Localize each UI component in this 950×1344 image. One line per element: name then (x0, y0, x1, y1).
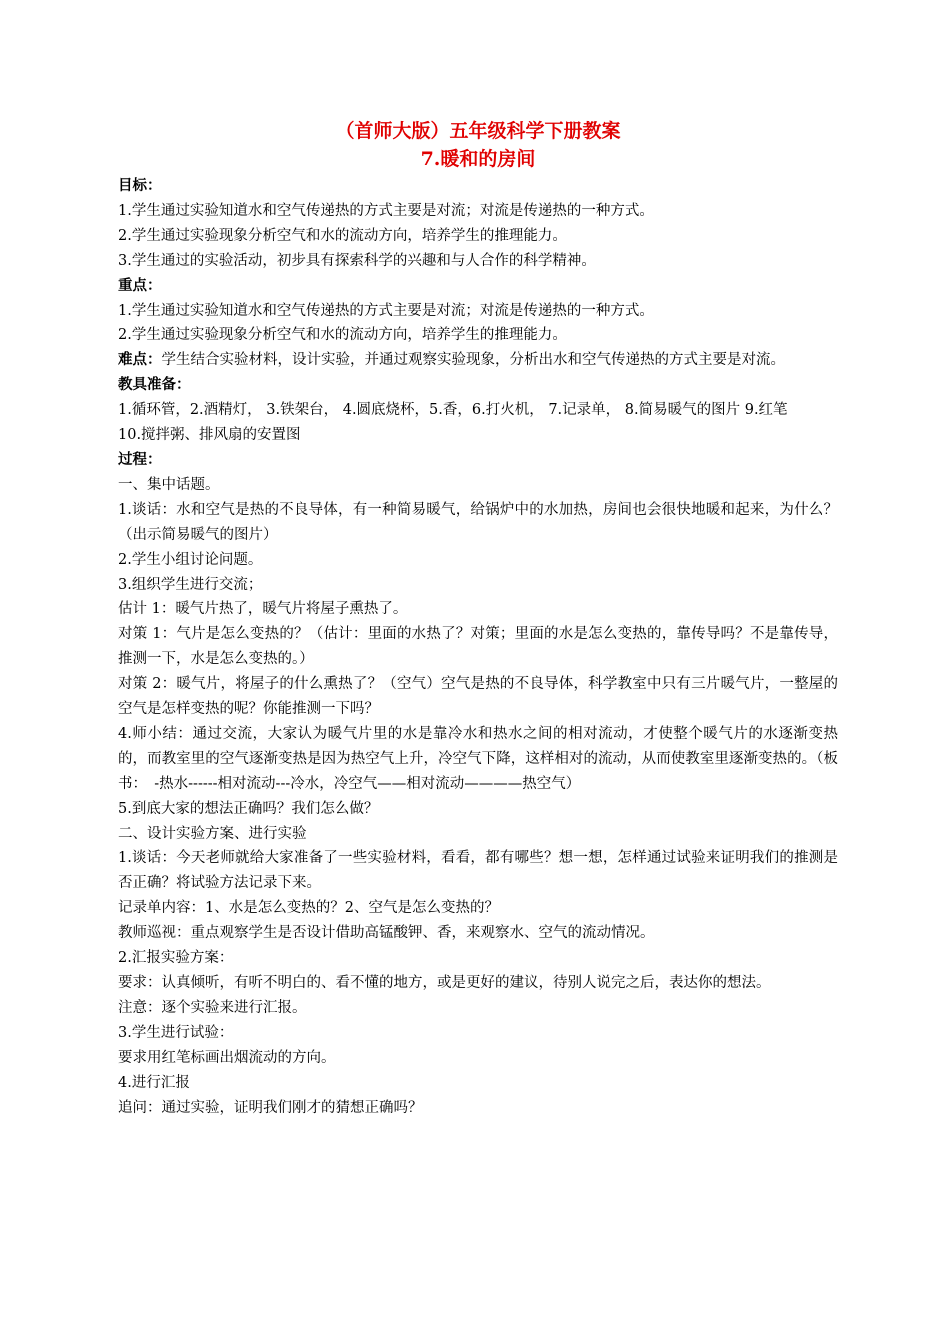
tools-item: 10.搅拌粥、排风扇的安置图 (118, 427, 301, 444)
document-page (118, 118, 838, 1120)
tools-heading: 教具准备： (118, 376, 191, 394)
tools-item: 1.循环管，2.酒精灯， 3.铁架台， 4.圆底烧杯，5.香，6.打火机， 7.记录单， 8.简易暖气的图片 9.红笔 (118, 402, 788, 419)
process-item: 2.汇报实验方案： (118, 950, 234, 967)
process-item: 3.组织学生进行交流； (118, 576, 263, 593)
process-item: 3.学生进行试验： (118, 1024, 234, 1041)
process-item: 估计 1：暖气片热了，暖气片将屋子熏热了。 (118, 601, 408, 618)
difficulty-text: 学生结合实验材料，设计实验，并通过观察实验现象，分析出水和空气传递热的方式主要是对流。 (161, 352, 785, 369)
difficulty-paragraph (118, 348, 838, 373)
process-heading: 过程： (118, 450, 162, 468)
process-item: 记录单内容：1、水是怎么变热的？2、空气是怎么变热的？ (118, 900, 499, 917)
process-item: 对策 1：气片是怎么变热的？（估计：里面的水热了？对策；里面的水是怎么变热的，靠传导吗？不是靠传导，推测一下，水是怎么变热的。） (118, 626, 838, 668)
goal-item: 2.学生通过实验现象分析空气和水的流动方向，培养学生的推理能力。 (118, 227, 567, 244)
key-item: 2.学生通过实验现象分析空气和水的流动方向，培养学生的推理能力。 (118, 327, 567, 344)
process-item: 要求：认真倾听，有听不明白的、看不懂的地方，或是更好的建议，待别人说完之后，表达你的想法。 (118, 975, 771, 991)
process-item: 对策 2：暖气片，将屋子的什么熏热了？（空气）空气是热的不良导体，科学教室中只有三片暖气片，一整屋的空气是怎样变热的呢？你能推测一下吗？ (118, 676, 838, 718)
goals-heading: 目标： (118, 177, 162, 194)
lesson-title: 7.暖和的房间 (420, 148, 536, 170)
process-item: 4.师小结：通过交流，大家认为暖气片里的水是靠冷水和热水之间的相对流动，才使整个暖气片的水逐渐变热的，而教室里的空气逐渐变热是因为热空气上升，冷空气下降，这样相对的流动，从而使教室里逐渐变热的。（板书： -热水------相对流动---冷水，冷空气——相对流动————热空气） (118, 725, 838, 792)
key-heading: 重点： (118, 276, 162, 294)
document-title: （首师大版）五年级科学下册教案 (335, 120, 621, 142)
process-item: 1.谈话：水和空气是热的不良导体，有一种简易暖气，给锅炉中的水加热，房间也会很快地暖和起来，为什么？（出示简易暖气的图片） (118, 501, 838, 543)
process-item: 要求用红笔标画出烟流动的方向。 (118, 1049, 336, 1066)
goal-item: 1.学生通过实验知道水和空气传递热的方式主要是对流；对流是传递热的一种方式。 (118, 202, 654, 219)
process-item: 教师巡视：重点观察学生是否设计借助高锰酸钾、香，来观察水、空气的流动情况。 (118, 925, 655, 942)
process-item: 5.到底大家的想法正确吗？我们怎么做？ (118, 800, 379, 817)
process-item: 注意：逐个实验来进行汇报。 (118, 999, 307, 1016)
process-item: 一、集中话题。 (118, 476, 220, 493)
process-item: 二、设计实验方案、进行实验 (118, 825, 307, 842)
process-item: 4.进行汇报 (118, 1074, 190, 1091)
process-item: 1.谈话：今天老师就给大家准备了一些实验材料，看看，都有哪些？想一想，怎样通过试验来证明我们的推测是否正确？将试验方法记录下来。 (118, 850, 838, 892)
difficulty-heading: 难点： (118, 351, 162, 369)
process-item: 追问：通过实验，证明我们刚才的猜想正确吗？ (118, 1099, 423, 1116)
key-item: 1.学生通过实验知道水和空气传递热的方式主要是对流；对流是传递热的一种方式。 (118, 302, 654, 319)
process-item: 2.学生小组讨论问题。 (118, 551, 263, 568)
goal-item: 3.学生通过的实验活动，初步具有探索科学的兴趣和与人合作的科学精神。 (118, 252, 596, 269)
